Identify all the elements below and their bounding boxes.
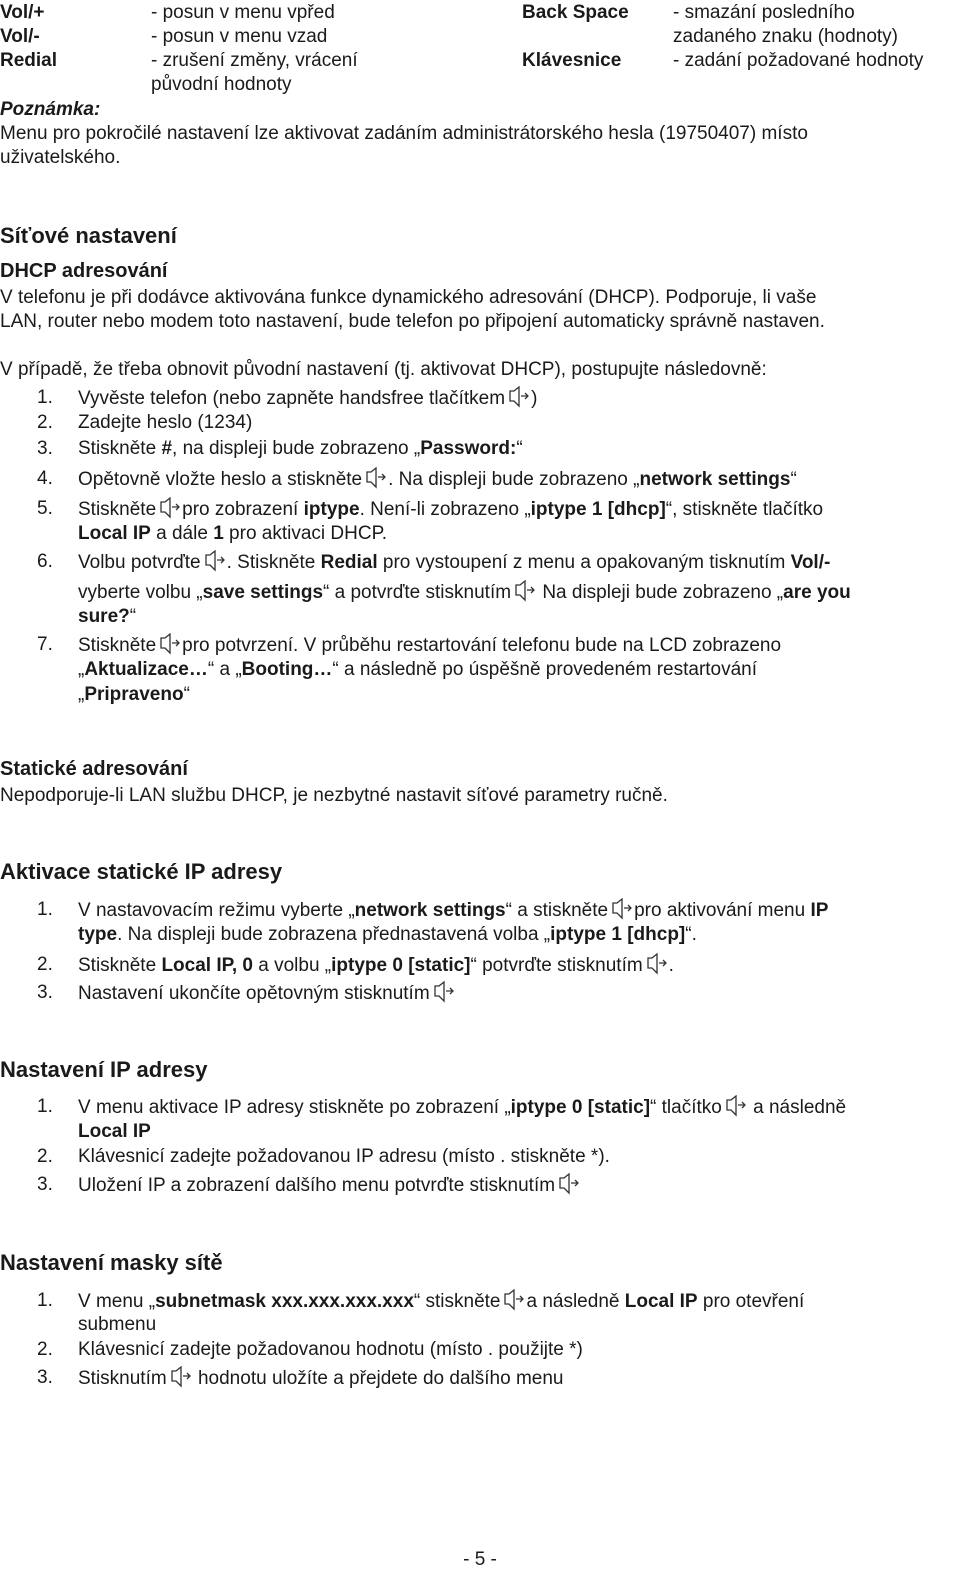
dhcp-step-6-line1: Volbu potvrďte . Stiskněte Redial pro vystoupení z menu a opakovaným tisknutím Vol/- <box>78 552 831 573</box>
step-number: 1. <box>37 899 53 920</box>
dhcp-step-5-line1: Stiskněte pro zobrazení iptype. Není-li zobrazeno „iptype 1 [dhcp]“, stiskněte tlačítko <box>78 499 824 520</box>
dhcp-step-6-line3: sure?“ <box>78 606 137 627</box>
speaker-icon <box>724 1095 746 1117</box>
key-keypad-desc: - zadání požadované hodnoty <box>673 50 924 71</box>
speaker-icon <box>645 953 667 975</box>
step-number: 7. <box>37 634 53 655</box>
step-number: 2. <box>37 1146 53 1167</box>
speaker-icon <box>507 386 529 408</box>
key-volplus: Vol/+ <box>0 2 45 23</box>
key-backspace-desc2: zadaného znaku (hodnoty) <box>673 26 898 47</box>
speaker-icon <box>169 1366 191 1388</box>
step-number: 2. <box>37 1339 53 1360</box>
speaker-icon <box>610 898 632 920</box>
key-redial-desc2: původní hodnoty <box>151 74 292 95</box>
dhcp-step-3: Stiskněte #, na displeji bude zobrazeno „Password:“ <box>78 438 523 459</box>
speaker-icon <box>432 981 454 1003</box>
section-title-mask: Nastavení masky sítě <box>0 1250 223 1275</box>
activate-step-2: Stiskněte Local IP, 0 a volbu „iptype 0 [static]“ potvrďte stisknutím . <box>78 955 674 976</box>
speaker-icon <box>513 580 535 602</box>
key-volplus-desc: - posun v menu vpřed <box>151 2 335 23</box>
step-number: 1. <box>37 387 53 408</box>
key-redial: Redial <box>0 50 58 71</box>
speaker-icon <box>158 633 180 655</box>
speaker-icon <box>203 550 225 572</box>
dhcp-step-2: Zadejte heslo (1234) <box>78 412 253 433</box>
key-redial-desc: - zrušení změny, vrácení <box>151 50 358 71</box>
key-keypad: Klávesnice <box>522 50 622 71</box>
activate-step-3: Nastavení ukončíte opětovným stisknutím <box>78 981 456 1006</box>
key-volminus: Vol/- <box>0 26 40 47</box>
step-number: 6. <box>37 551 53 572</box>
ipaddr-step-3: Uložení IP a zobrazení dalšího menu potvrďte stisknutím <box>78 1173 581 1198</box>
step-number: 4. <box>37 468 53 489</box>
step-number: 5. <box>37 498 53 519</box>
step-number: 3. <box>37 438 53 459</box>
section-title-static: Statické adresování <box>0 758 188 780</box>
dhcp-step-4: Opětovně vložte heslo a stiskněte . Na displeji bude zobrazeno „network settings“ <box>78 469 797 490</box>
section-title-activate: Aktivace statické IP adresy <box>0 859 283 884</box>
dhcp-step-7-line3: „Pripraveno“ <box>78 684 190 705</box>
ipaddr-step-1-line2: Local IP <box>78 1121 151 1142</box>
note-line2: uživatelského. <box>0 147 121 168</box>
step-number: 3. <box>37 982 53 1003</box>
dhcp-step-6-line2: vyberte volbu „save settings“ a potvrďte stisknutím Na displeji bude zobrazeno „are you <box>78 582 851 603</box>
key-backspace-desc: - smazání posledního <box>673 2 855 23</box>
step-number: 3. <box>37 1367 53 1388</box>
key-volminus-desc: - posun v menu vzad <box>151 26 328 47</box>
section-title-network: Síťové nastavení <box>0 223 177 248</box>
note-title: Poznámka: <box>0 99 101 120</box>
speaker-icon <box>158 497 180 519</box>
dhcp-paragraph2: V případě, že třeba obnovit původní nastavení (tj. aktivovat DHCP), postupujte následovně: <box>0 359 767 380</box>
speaker-icon <box>502 1289 524 1311</box>
subsection-title-dhcp: DHCP adresování <box>0 260 168 282</box>
dhcp-paragraph-line2: LAN, router nebo modem toto nastavení, bude telefon po připojení automaticky správně nastaven. <box>0 311 825 332</box>
dhcp-step-1: Vyvěste telefon (nebo zapněte handsfree tlačítkem ) <box>78 388 538 409</box>
step-number: 1. <box>37 1096 53 1117</box>
activate-step-1-line1: V nastavovacím režimu vyberte „network settings“ a stiskněte pro aktivování menu IP <box>78 900 829 921</box>
ipaddr-step-2: Klávesnicí zadejte požadovanou IP adresu (místo . stiskněte *). <box>78 1146 610 1167</box>
note-line1: Menu pro pokročilé nastavení lze aktivovat zadáním administrátorského hesla (19750407) místo <box>0 123 808 144</box>
speaker-icon <box>557 1173 579 1195</box>
mask-step-1-line2: submenu <box>78 1314 157 1335</box>
dhcp-step-7-line2: „Aktualizace…“ a „Booting…“ a následně po úspěšně provedeném restartování <box>78 659 758 680</box>
dhcp-paragraph-line1: V telefonu je při dodávce aktivována funkce dynamického adresování (DHCP). Podporuje, li vaše <box>0 287 817 308</box>
section-title-ipaddr: Nastavení IP adresy <box>0 1057 208 1082</box>
page-number: - 5 - <box>463 1549 497 1570</box>
key-backspace: Back Space <box>522 2 629 23</box>
static-text: Nepodporuje-li LAN službu DHCP, je nezbytné nastavit síťové parametry ručně. <box>0 785 668 806</box>
activate-step-1-line2: type. Na displeji bude zobrazena přednastavená volba „iptype 1 [dhcp]“. <box>78 924 697 945</box>
mask-step-1-line1: V menu „subnetmask xxx.xxx.xxx.xxx“ stiskněte a následně Local IP pro otevření <box>78 1291 805 1312</box>
speaker-icon <box>364 467 386 489</box>
ipaddr-step-1-line1: V menu aktivace IP adresy stiskněte po zobrazení „iptype 0 [static]“ tlačítko a následně <box>78 1097 847 1118</box>
step-number: 3. <box>37 1174 53 1195</box>
step-number: 2. <box>37 412 53 433</box>
step-number: 2. <box>37 954 53 975</box>
step-number: 1. <box>37 1290 53 1311</box>
dhcp-step-5-line2: Local IP a dále 1 pro aktivaci DHCP. <box>78 523 388 544</box>
dhcp-step-7-line1: Stiskněte pro potvrzení. V průběhu restartování telefonu bude na LCD zobrazeno <box>78 635 782 656</box>
mask-step-2: Klávesnicí zadejte požadovanou hodnotu (místo . použijte *) <box>78 1339 583 1360</box>
mask-step-3: Stisknutím hodnotu uložíte a přejdete do dalšího menu <box>78 1368 564 1389</box>
